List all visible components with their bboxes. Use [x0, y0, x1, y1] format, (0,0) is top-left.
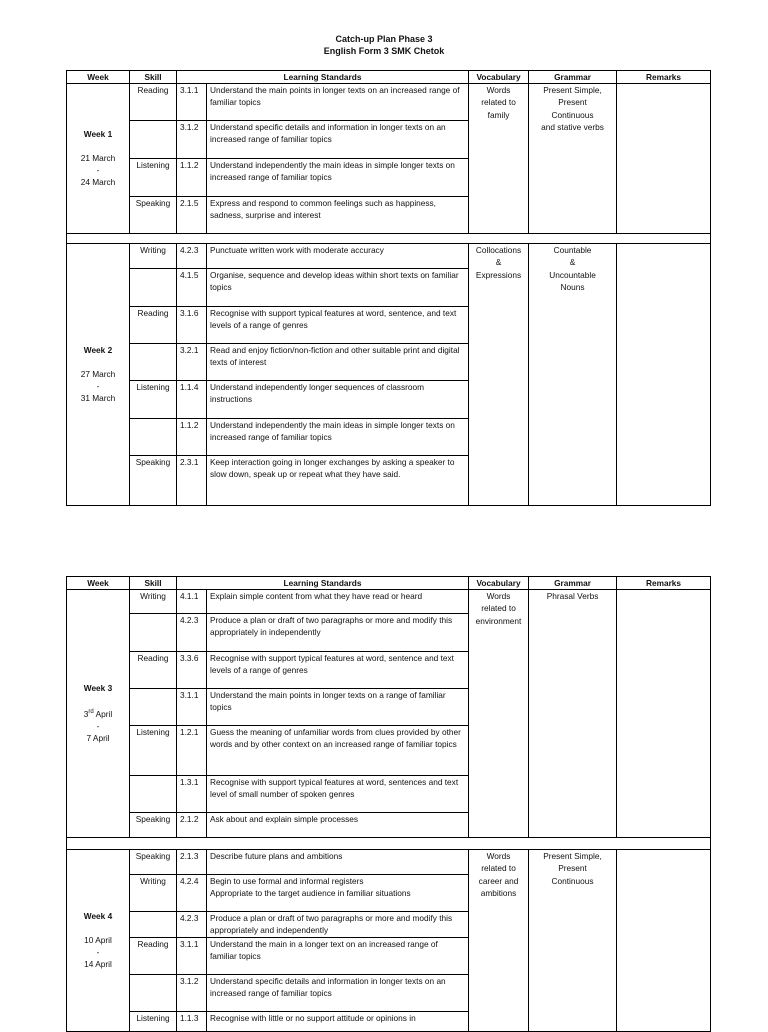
- skill-cell: Reading: [130, 937, 177, 974]
- standard-code: 3.1.2: [177, 974, 207, 1011]
- vocabulary-cell: Words related to family: [469, 84, 529, 234]
- week-cell: [67, 244, 130, 506]
- standard-code: 4.1.5: [177, 269, 207, 307]
- standard-text: Recognise with support typical features at word, sentence, and text levels of a range of genres: [207, 307, 469, 344]
- standard-code: 3.2.1: [177, 344, 207, 381]
- standard-code: 3.3.6: [177, 652, 207, 689]
- week-date-end: 31 March: [80, 393, 116, 404]
- plan-table-2: [66, 576, 711, 1032]
- standard-code: 4.1.1: [177, 590, 207, 614]
- week-date-dash: -: [96, 946, 100, 957]
- standard-code: 3.1.1: [177, 84, 207, 121]
- table-header-row: [67, 577, 711, 590]
- skill-cell: [130, 974, 177, 1011]
- standard-text: Produce a plan or draft of two paragraphs or more and modify this appropriately in independently: [207, 614, 469, 652]
- col-week: Week: [67, 71, 130, 84]
- standard-code: 2.1.5: [177, 197, 207, 234]
- standard-code: 3.1.1: [177, 937, 207, 974]
- col-learning-standards: Learning Standards: [177, 71, 469, 84]
- col-grammar: Grammar: [529, 577, 617, 590]
- standard-text: Understand the main points in longer texts on a range of familiar topics: [207, 689, 469, 726]
- standard-text: Understand the main points in longer texts on an increased range of familiar topics: [207, 84, 469, 121]
- standard-code: 2.1.3: [177, 850, 207, 875]
- col-remarks: Remarks: [617, 71, 711, 84]
- vocabulary-cell: Collocations & Expressions: [469, 244, 529, 506]
- grammar-cell: Present Simple, Present Continuous: [529, 850, 617, 1032]
- col-remarks: Remarks: [617, 577, 711, 590]
- week-title: Week 2: [83, 345, 113, 356]
- standard-code: 1.1.2: [177, 159, 207, 197]
- standard-text: Guess the meaning of unfamiliar words from clues provided by other words and by other context on an increased range of familiar topics: [207, 726, 469, 776]
- grammar-cell: Countable & Uncountable Nouns: [529, 244, 617, 506]
- standard-code: 4.2.4: [177, 875, 207, 912]
- col-vocabulary: Vocabulary: [469, 577, 529, 590]
- week-date-start: 3rd April: [83, 708, 113, 719]
- standard-text: Describe future plans and ambitions: [207, 850, 469, 875]
- skill-cell: [130, 269, 177, 307]
- standard-text: Punctuate written work with moderate accuracy: [207, 244, 469, 269]
- skill-cell: Reading: [130, 307, 177, 344]
- standard-code: 4.2.3: [177, 614, 207, 652]
- skill-cell: Speaking: [130, 456, 177, 506]
- col-skill: Skill: [130, 71, 177, 84]
- skill-cell: [130, 344, 177, 381]
- document-title: Catch-up Plan Phase 3: [335, 34, 433, 44]
- week-date-end: 24 March: [80, 177, 116, 188]
- week-date-start: 10 April: [84, 934, 112, 945]
- skill-cell: Reading: [130, 84, 177, 121]
- standard-text: Organise, sequence and develop ideas within short texts on familiar topics: [207, 269, 469, 307]
- skill-cell: Writing: [130, 244, 177, 269]
- grammar-cell: Phrasal Verbs: [529, 590, 617, 838]
- remarks-cell: [617, 590, 711, 838]
- table-row: [67, 590, 711, 614]
- standard-code: 1.2.1: [177, 726, 207, 776]
- skill-cell: Speaking: [130, 850, 177, 875]
- week-cell: [67, 590, 130, 838]
- standard-text: Understand independently the main ideas in simple longer texts on increased range of familiar topics: [207, 159, 469, 197]
- standard-code: 1.1.3: [177, 1011, 207, 1031]
- plan-table-1: [66, 70, 711, 506]
- standard-code: 3.1.1: [177, 689, 207, 726]
- skill-cell: [130, 689, 177, 726]
- col-week: Week: [67, 577, 130, 590]
- document-subtitle: English Form 3 SMK Chetok: [323, 46, 445, 56]
- skill-cell: Listening: [130, 726, 177, 776]
- week-date-start: 21 March: [80, 152, 116, 163]
- standard-text: Understand independently longer sequences of classroom instructions: [207, 381, 469, 419]
- standard-text: Explain simple content from what they have read or heard: [207, 590, 469, 614]
- standard-code: 4.2.3: [177, 244, 207, 269]
- table-header-row: [67, 71, 711, 84]
- week-title: Week 1: [83, 129, 113, 140]
- standard-text: Understand specific details and information in longer texts on an increased range of familiar topics: [207, 121, 469, 159]
- standard-text: Understand the main in a longer text on an increased range of familiar topics: [207, 937, 469, 974]
- week-date-dash: -: [96, 165, 100, 175]
- standard-text: Understand specific details and information in longer texts on an increased range of familiar topics: [207, 974, 469, 1011]
- standard-code: 4.2.3: [177, 912, 207, 938]
- col-grammar: Grammar: [529, 71, 617, 84]
- standard-text: Read and enjoy fiction/non-fiction and other suitable print and digital texts of interest: [207, 344, 469, 381]
- standard-code: 1.3.1: [177, 776, 207, 813]
- week-date-dash: -: [96, 381, 100, 391]
- standard-text: Ask about and explain simple processes: [207, 813, 469, 838]
- skill-cell: [130, 121, 177, 159]
- col-skill: Skill: [130, 577, 177, 590]
- week-date-end: 14 April: [84, 959, 112, 970]
- remarks-cell: [617, 850, 711, 1032]
- col-vocabulary: Vocabulary: [469, 71, 529, 84]
- week-cell: [67, 850, 130, 1032]
- skill-cell: [130, 912, 177, 938]
- week-date-dash: -: [96, 720, 100, 731]
- week-cell: [67, 84, 130, 234]
- skill-cell: Speaking: [130, 813, 177, 838]
- table-row: [67, 850, 711, 875]
- standard-text: Produce a plan or draft of two paragraphs or more and modify this appropriately and independently: [207, 912, 469, 938]
- vocabulary-cell: Words related to career and ambitions: [469, 850, 529, 1032]
- table-row: [67, 84, 711, 121]
- standard-text: Express and respond to common feelings such as happiness, sadness, surprise and interest: [207, 197, 469, 234]
- week-date-start: 27 March: [80, 368, 116, 379]
- standard-code: 2.3.1: [177, 456, 207, 506]
- spacer-row: [67, 838, 711, 850]
- col-learning-standards: Learning Standards: [177, 577, 469, 590]
- standard-text: Begin to use formal and informal registers Appropriate to the target audience in familiar situations: [207, 875, 469, 912]
- week-title: Week 4: [83, 911, 113, 922]
- remarks-cell: [617, 244, 711, 506]
- standard-code: 1.1.4: [177, 381, 207, 419]
- remarks-cell: [617, 84, 711, 234]
- vocabulary-cell: Words related to environment: [469, 590, 529, 838]
- week-date-end: 7 April: [86, 733, 110, 744]
- spacer-row: [67, 234, 711, 244]
- skill-cell: Reading: [130, 652, 177, 689]
- standard-code: 3.1.2: [177, 121, 207, 159]
- skill-cell: [130, 614, 177, 652]
- standard-code: 1.1.2: [177, 419, 207, 456]
- standard-text: Keep interaction going in longer exchanges by asking a speaker to slow down, speak up or repeat what they have said.: [207, 456, 469, 506]
- table-row: [67, 244, 711, 269]
- week-title: Week 3: [83, 683, 113, 694]
- skill-cell: Writing: [130, 875, 177, 912]
- standard-code: 3.1.6: [177, 307, 207, 344]
- skill-cell: Speaking: [130, 197, 177, 234]
- skill-cell: [130, 776, 177, 813]
- standard-text: Understand independently the main ideas in simple longer texts on increased range of familiar topics: [207, 419, 469, 456]
- standard-text: Recognise with support typical features at word, sentences and text level of small number of spoken genres: [207, 776, 469, 813]
- standard-text: Recognise with little or no support attitude or opinions in: [207, 1011, 469, 1031]
- skill-cell: Listening: [130, 159, 177, 197]
- standard-code: 2.1.2: [177, 813, 207, 838]
- skill-cell: Listening: [130, 381, 177, 419]
- skill-cell: Writing: [130, 590, 177, 614]
- grammar-cell: Present Simple, Present Continuous and stative verbs: [529, 84, 617, 234]
- skill-cell: [130, 419, 177, 456]
- skill-cell: Listening: [130, 1011, 177, 1031]
- standard-text: Recognise with support typical features at word, sentence and text levels of a range of genres: [207, 652, 469, 689]
